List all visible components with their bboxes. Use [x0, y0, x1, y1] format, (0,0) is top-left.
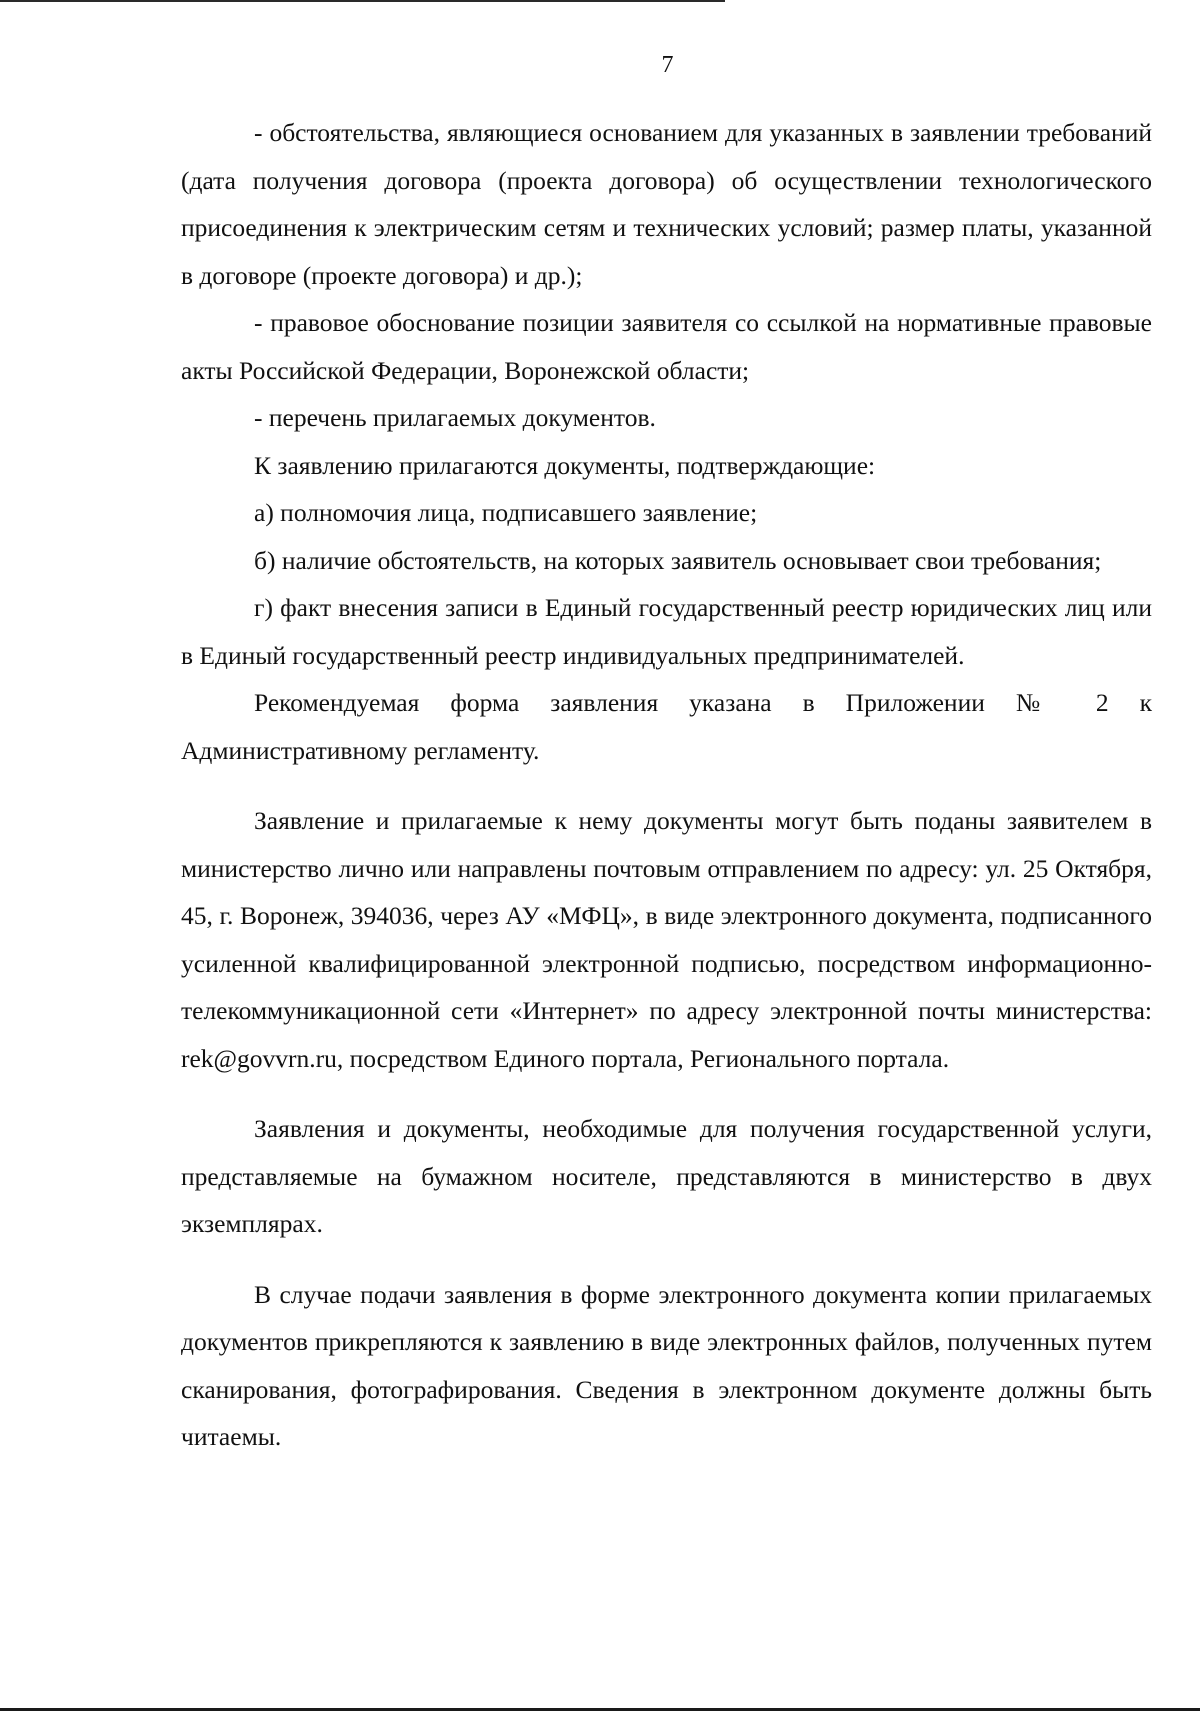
paragraph-submission: Заявление и прилагаемые к нему документы могут быть поданы заявителем в министерство лично или направлены почтовым отправлением по адресу: ул. 25 Октября, 45, г. Воронеж, 394036, через АУ «МФЦ», в виде электронного документа, подписанного усиленной квалифицированной электронной подписью, посредством информационно-телекоммуникационной сети «Интернет» по адресу электронной почты министерства: rek@govvrn.ru, посредством Единого портала, Регионального портала. — [181, 806, 1152, 1073]
paragraph-item-g: г) факт внесения записи в Единый государственный реестр юридических лиц или в Единый государственный реестр индивидуальных предпринимателей. — [181, 593, 1152, 670]
paragraph-documents-list: - перечень прилагаемых документов. — [254, 403, 656, 432]
paragraph-item-a: а) полномочия лица, подписавшего заявление; — [254, 498, 758, 527]
document-body — [181, 109, 1152, 1461]
paragraph-legal-basis: - правовое обоснование позиции заявителя со ссылкой на нормативные правовые акты Российской Федерации, Воронежской области; — [181, 308, 1152, 385]
paragraph-attached-documents: К заявлению прилагаются документы, подтверждающие: — [254, 450, 876, 480]
paragraph-circumstances: - обстоятельства, являющиеся основанием для указанных в заявлении требований (дата получения договора (проекта договора) об осуществлении технологического присоединения к электрическим сетям и технических условий; размер платы, указанной в договоре (проекте договора) и др.); — [181, 118, 1152, 290]
paragraph-electronic-copies: В случае подачи заявления в форме электронного документа копии прилагаемых документов прикрепляются к заявлению в виде электронных файлов, полученных путем сканирования, фотографирования. Сведения в электронном документе должны быть читаемы. — [181, 1279, 1152, 1451]
paragraph-item-b: б) наличие обстоятельств, на которых заявитель основывает свои требования; — [254, 545, 1102, 575]
page-number: 7 — [661, 52, 674, 78]
paragraph-recommended-form: Рекомендуемая форма заявления указана в Приложении № 2 к Административному регламенту. — [181, 688, 1152, 765]
paragraph-paper-copies: Заявления и документы, необходимые для получения государственной услуги, представляемые на бумажном носителе, представляются в министерство в двух экземплярах. — [181, 1114, 1152, 1238]
scan-edge-top — [0, 0, 725, 2]
